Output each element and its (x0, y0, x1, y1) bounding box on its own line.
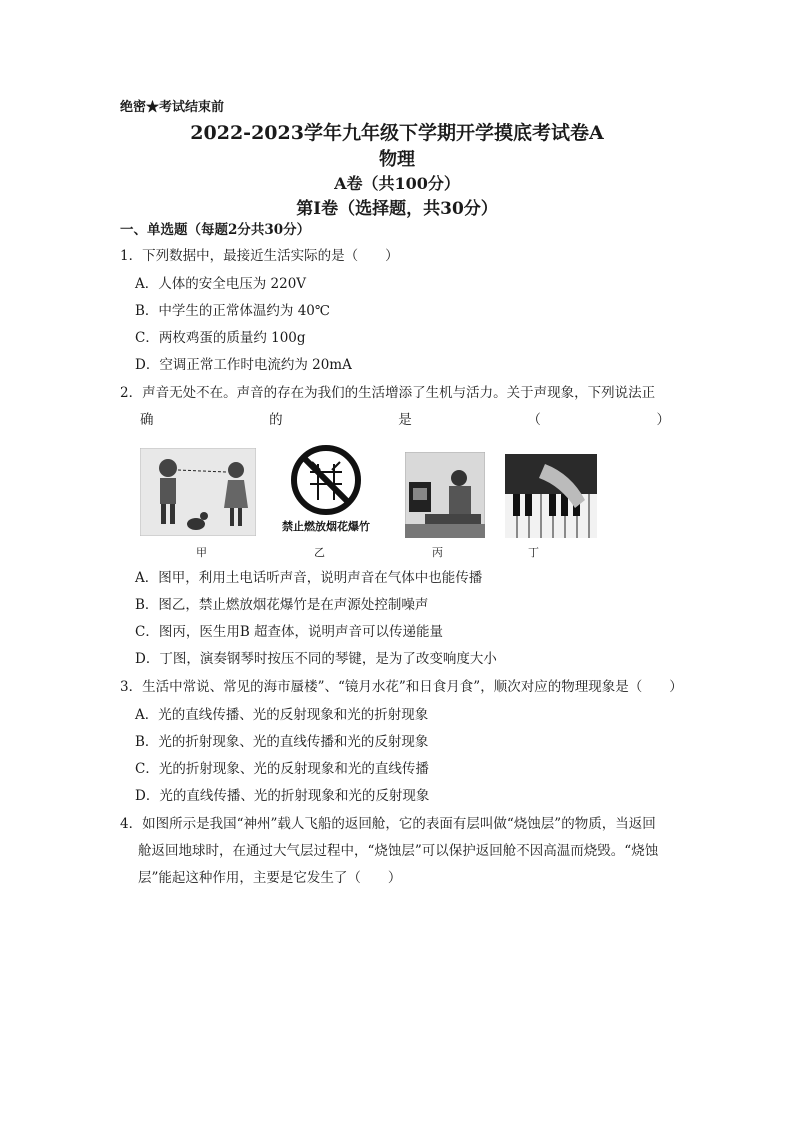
question-4-line-2: 舱返回地球时，在通过大气层过程中，“烧蚀层”可以保护返回舱不因高温而烧毁。“烧蚀 (138, 843, 659, 859)
section-heading: 一、单选题（每题2分共30分） (120, 222, 311, 238)
figure-ultrasound-exam (405, 452, 485, 538)
question-4-line-1: 4．如图所示是我国“神州”载人飞船的返回舱，它的表面有层叫做“烧蚀层”的物质，当返回 (120, 816, 656, 832)
confidential-mark: 绝密★考试结束前 (120, 100, 225, 115)
question-1-option-c: C．两枚鸡蛋的质量约 100g (135, 330, 306, 346)
question-1-stem: 1．下列数据中，最接近生活实际的是（ ） (120, 248, 399, 264)
stem-char: 确 (140, 412, 154, 428)
question-1-option-a: A．人体的安全电压为 220V (135, 276, 307, 292)
exam-title: 2022-2023学年九年级下学期开学摸底考试卷A (190, 122, 604, 144)
subject-title: 物理 (379, 149, 415, 170)
stem-char: （ (527, 412, 541, 428)
figure-string-telephone (140, 448, 256, 536)
figure-caption-jia: 甲 (196, 546, 207, 559)
stem-char: 的 (269, 412, 283, 428)
question-3-option-d: D．光的直线传播、光的折射现象和光的反射现象 (135, 788, 430, 804)
question-3-option-c: C．光的折射现象、光的反射现象和光的直线传播 (135, 761, 429, 777)
figure-caption-bing: 丙 (432, 546, 443, 559)
question-4-line-3: 层”能起这种作用，主要是它发生了（ ） (138, 870, 402, 886)
question-3-option-b: B．光的折射现象、光的直线传播和光的反射现象 (135, 734, 429, 750)
question-2-option-c: C．图丙，医生用B 超查体，说明声音可以传递能量 (135, 624, 444, 640)
figure-piano-keys (505, 454, 597, 538)
paper-a-title: A卷（共100分） (334, 174, 460, 193)
question-3-option-a: A．光的直线传播、光的反射现象和光的折射现象 (135, 707, 429, 723)
figure-no-fireworks-sign (276, 440, 382, 538)
question-1-option-d: D．空调正常工作时电流约为 20mA (135, 357, 352, 373)
question-1-option-b: B．中学生的正常体温约为 40℃ (135, 303, 330, 319)
figure-caption-yi: 乙 (314, 546, 325, 559)
stem-char: 是 (398, 412, 412, 428)
figure-caption-ding: 丁 (528, 546, 539, 559)
question-2-stem-cont (140, 408, 670, 428)
question-2-option-b: B．图乙，禁止燃放烟花爆竹是在声源处控制噪声 (135, 597, 429, 613)
question-3-stem: 3．生活中常说、常见的海市蜃楼”、“镜月水花”和日食月食”，顺次对应的物理现象是（ ） (120, 679, 683, 695)
part1-title: 第Ⅰ卷（选择题，共30分） (296, 199, 498, 219)
question-2-option-a: A．图甲，利用土电话听声音，说明声音在气体中也能传播 (135, 570, 483, 586)
question-2-stem: 2．声音无处不在。声音的存在为我们的生活增添了生机与活力。关于声现象，下列说法正 (120, 385, 656, 401)
question-2-option-d: D．丁图，演奏钢琴时按压不同的琴键，是为了改变响度大小 (135, 651, 497, 667)
stem-char: ） (656, 412, 670, 428)
sign-text: 禁止燃放烟花爆竹 (282, 520, 370, 533)
